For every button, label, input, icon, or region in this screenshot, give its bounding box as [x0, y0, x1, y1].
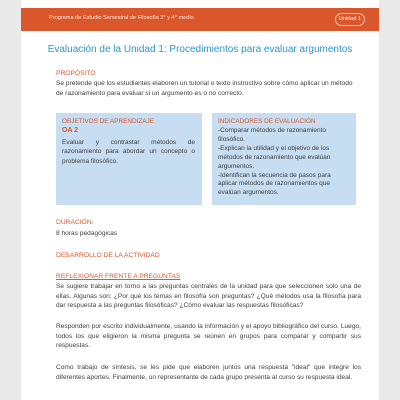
purpose-text: Se pretende que los estudiantes elaboren un tutorial o texto instructivo sobre cómo aplicar un método de razonamiento para evaluar si un argumento es o no correcto.: [56, 80, 353, 97]
indicators-box: [212, 113, 356, 205]
objective-code: OA 2: [62, 127, 79, 134]
indicator-item: -Explican la utilidad y el objetivo de los métodos de razonamiento que evalúan argumentos.: [218, 144, 331, 170]
unit-badge: Unidad 1: [335, 13, 365, 26]
objectives-box: [56, 113, 202, 205]
objective-text: Evaluar y contrastar métodos de razonamiento para abordar un concepto o problema filosófico.: [62, 139, 195, 165]
header-bar: [21, 8, 379, 31]
document-page: [21, 0, 379, 400]
indicator-item: -Identifican la secuencia de pasos para aplicar métodos de razonamientos que evalúan argumentos.: [218, 171, 331, 197]
indicators-list: [218, 127, 350, 198]
activity-sublabel: REFLEXIONAR FRENTE A PREGUNTAS: [56, 273, 181, 280]
duration-value: 8 horas pedagógicas: [56, 230, 118, 237]
document-title: Evaluación de la Unidad 1: Procedimientos para evaluar argumentos: [47, 44, 353, 55]
indicator-item: -Comparar métodos de razonamiento filosófico.: [218, 127, 327, 143]
indicators-heading: INDICADORES DE EVALUACIÓN: [218, 118, 316, 125]
duration-label: DURACIÓN:: [56, 219, 94, 226]
activity-paragraph: Se sugiere trabajar en torno a las preguntas centrales de la unidad para que seleccionen solo una de ellas. Algunas son: ¿Por qué los temas en filosofía son preguntas? ¿Qué métodos usa la filosofía para dar respuesta a las preguntas filosóficas? ¿Cómo evaluar las respuestas filosóficas?: [56, 283, 361, 310]
activity-paragraph: Como trabajo de síntesis, se les pide que elaboren juntos una respuesta "ideal" que integre los diferentes aportes. Finalmente, un representante de cada grupo presenta al curso su respuesta ideal.: [56, 364, 361, 381]
activity-paragraph: Responden por escrito individualmente, usando la información y el apoyo bibliográfico del curso. Luego, todos los que eligieron la misma pregunta se reúnen en grupos para comparar y compartir sus respuestas.: [56, 323, 361, 350]
program-title: Programa de Estudio Semestral de Filosofía 3° y 4° medio: [49, 15, 194, 21]
objectives-heading: OBJETIVOS DE APRENDIZAJE: [62, 118, 154, 125]
activity-label: DESARROLLO DE LA ACTIVIDAD: [56, 252, 160, 259]
purpose-label: PROPÓSITO: [56, 70, 96, 77]
